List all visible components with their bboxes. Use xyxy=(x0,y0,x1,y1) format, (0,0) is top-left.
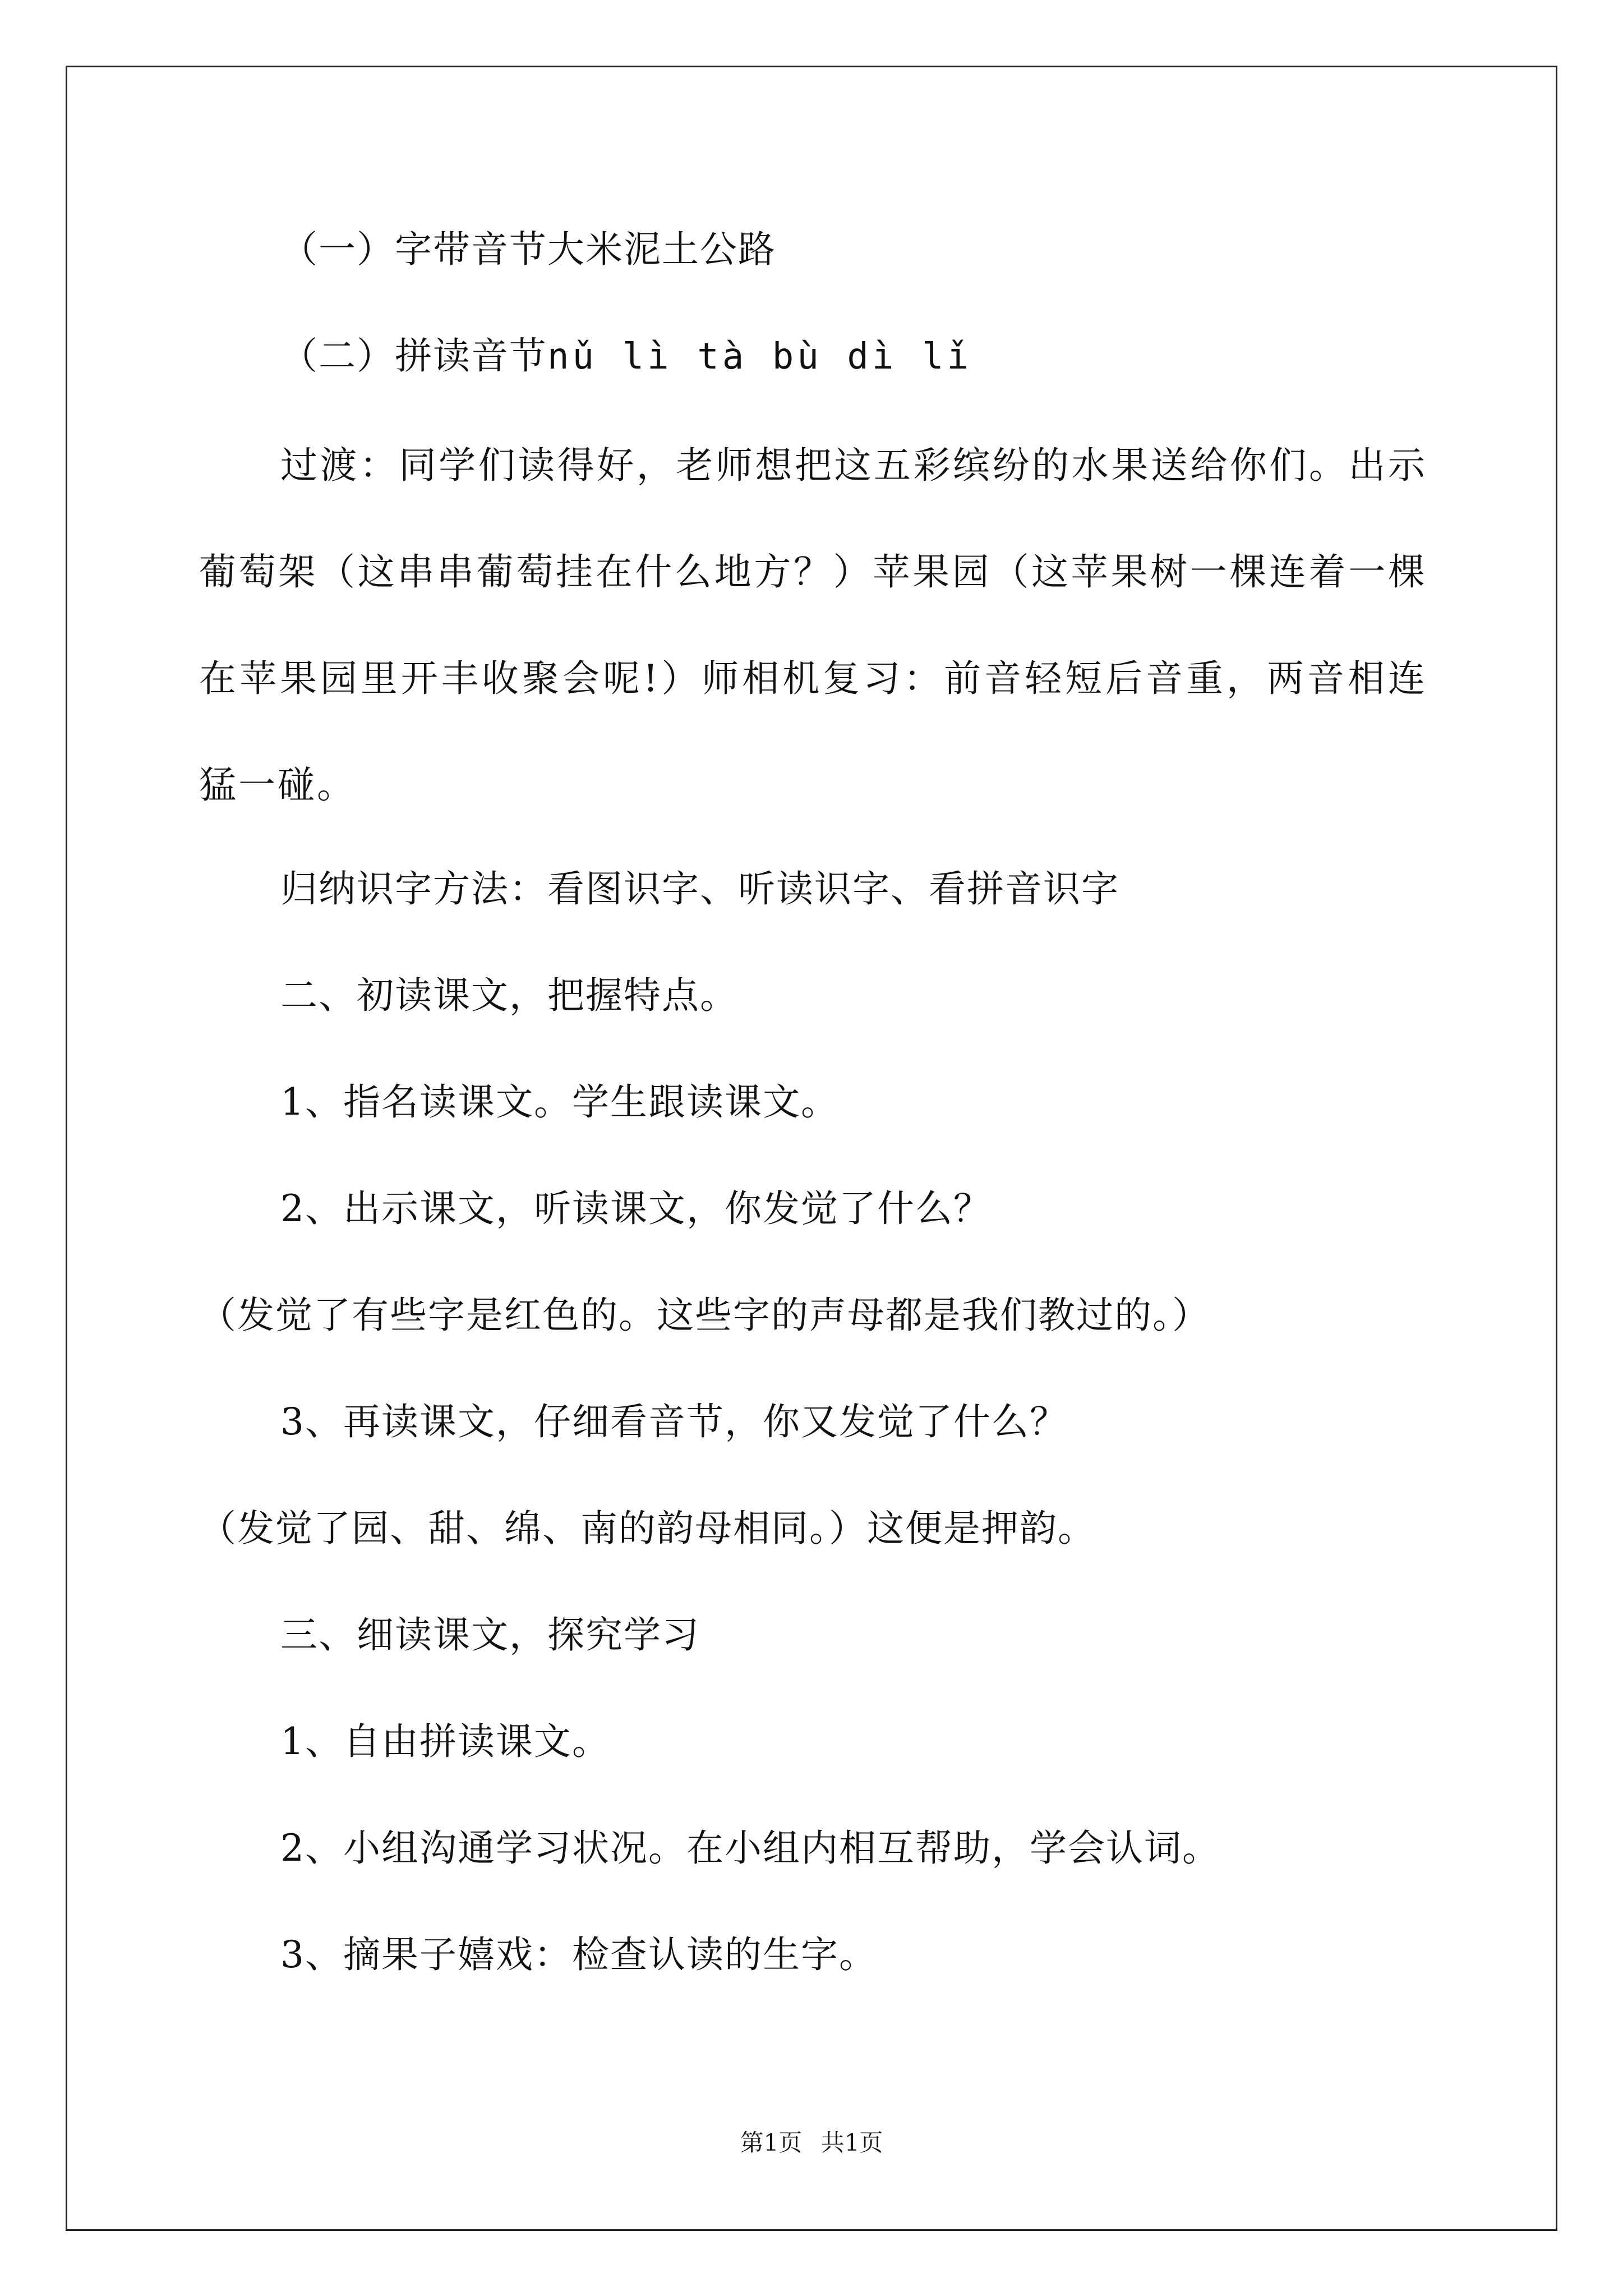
page-number: 第1页 xyxy=(740,2129,803,2156)
page-border xyxy=(66,66,1557,2231)
page-footer xyxy=(0,2129,1623,2157)
paragraph-11: 三、细读课文，探究学习 xyxy=(280,1613,700,1657)
paragraph-13: 2、小组沟通学习状况。在小组内相互帮助，学会认词。 xyxy=(280,1826,1220,1870)
paragraph-4: 归纳识字方法：看图识字、听读识字、看拼音识字 xyxy=(280,867,1119,910)
page-total: 共1页 xyxy=(820,2129,883,2156)
paragraph-2-pinyin: nǔ lì tà bù dì lǐ xyxy=(547,336,972,378)
paragraph-2-text: （二）拼读音节 xyxy=(280,334,547,378)
paragraph-2 xyxy=(199,334,1427,378)
paragraph-14: 3、摘果子嬉戏：检查认读的生字。 xyxy=(280,1933,877,1976)
paragraph-8: （发觉了有些字是红色的。这些字的声母都是我们教过的。） xyxy=(199,1294,1210,1337)
paragraph-3: 过渡：同学们读得好，老师想把这五彩缤纷的水果送给你们。出示葡萄架（这串串葡萄挂在什么地方？）苹果园（这苹果树一棵连着一棵在苹果园里开丰收聚会呢!）师相机复习：前音轻短后音重，两音相连猛一碰。 xyxy=(199,444,1427,807)
paragraph-10: （发觉了园、甜、绵、南的韵母相同。）这便是押韵。 xyxy=(199,1507,1096,1550)
paragraph-7: 2、出示课文，听读课文，你发觉了什么？ xyxy=(280,1187,992,1230)
paragraph-9: 3、再读课文，仔细看音节，你又发觉了什么？ xyxy=(280,1400,1068,1443)
paragraph-5: 二、初读课文，把握特点。 xyxy=(280,974,738,1017)
paragraph-12: 1、自由拼读课文。 xyxy=(280,1720,610,1763)
paragraph-6: 1、指名读课文。学生跟读课文。 xyxy=(280,1080,839,1124)
paragraph-1: （一）字带音节大米泥土公路 xyxy=(280,228,776,271)
